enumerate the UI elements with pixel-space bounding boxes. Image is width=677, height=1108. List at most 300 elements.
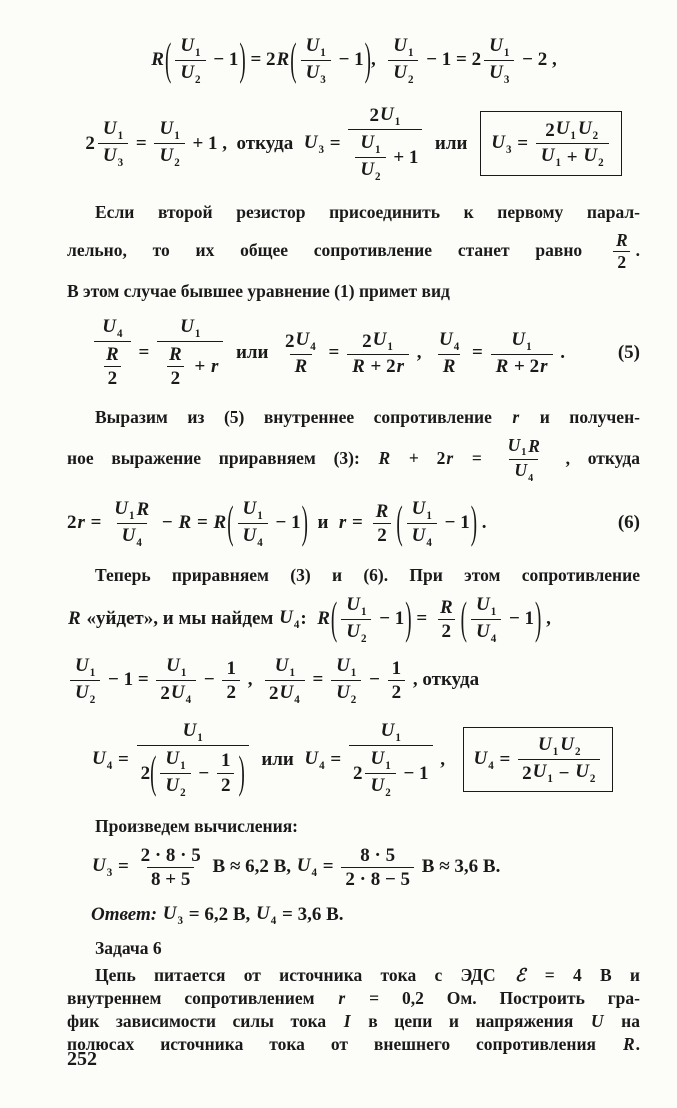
variable: $U_1$: [507, 434, 527, 459]
variable: R: [169, 344, 182, 365]
text-run: 2: [268, 683, 279, 705]
numerator: [101, 343, 124, 366]
text-run: В этом случае бывшее уравнение (1) примет вид: [67, 281, 450, 302]
subscript: 1: [407, 46, 414, 59]
denominator: [137, 745, 249, 801]
text-run: 2: [140, 762, 151, 784]
subscript: 2: [350, 693, 357, 706]
subscript: 4: [453, 341, 460, 354]
text-run: ,: [435, 748, 455, 770]
numerator: [376, 719, 406, 745]
numerator: [160, 747, 190, 773]
text-run: .: [555, 342, 565, 364]
variable: $U_4$: [296, 855, 318, 880]
text-run: Цепь питается от источника тока с ЭДС: [95, 965, 514, 986]
subscript: 2: [589, 773, 596, 786]
text-run: 2: [170, 368, 181, 390]
text-run: = 4 В и: [526, 965, 640, 986]
text-run: 1: [391, 657, 402, 679]
denominator: [438, 619, 456, 643]
paren-group: [331, 593, 412, 646]
text-run: Теперь приравняем (3) и (6). При этом сопротивление: [95, 564, 640, 585]
text-run: 2: [285, 330, 295, 352]
numerator: [358, 328, 398, 354]
text-run: полюсах источника тока от внешнего сопротивления: [67, 1034, 622, 1055]
close-paren: ): [239, 35, 246, 86]
denominator: [491, 354, 553, 378]
text-run: =: [318, 856, 339, 878]
variable: R: [106, 344, 119, 365]
variable: $U_2$: [159, 145, 180, 170]
subscript: 1: [320, 46, 326, 59]
numerator: [471, 593, 501, 619]
variable: $U_1$: [475, 593, 497, 618]
text-run: Выразим из (5) внутреннее сопротивление: [95, 406, 512, 427]
denominator: [518, 759, 600, 786]
subscript: 3: [318, 143, 324, 156]
fraction: [471, 593, 501, 646]
open-paren: (: [460, 593, 467, 645]
subscript: 3: [106, 867, 113, 880]
fraction: [434, 328, 464, 378]
numerator: [217, 749, 235, 772]
paren-content: [235, 497, 301, 550]
text-run: 2: [67, 512, 77, 534]
variable: $U_1$: [393, 35, 414, 59]
boxed-formula: [463, 727, 614, 792]
numerator: [270, 654, 300, 680]
variable: R: [442, 356, 456, 378]
denominator: [98, 143, 128, 170]
numerator: [506, 328, 536, 354]
denominator: [388, 680, 406, 704]
denominator: [536, 143, 609, 170]
numerator: [434, 328, 464, 354]
denominator: [349, 745, 433, 801]
denominator: [217, 773, 235, 797]
fraction: [98, 117, 128, 170]
numerator: [164, 343, 187, 366]
text-run: − 1: [270, 512, 301, 534]
variable: R: [68, 608, 81, 630]
variable: $U_1$: [511, 329, 532, 354]
variable: R: [276, 49, 290, 71]
paren-content: [157, 747, 237, 800]
text-run: Задача 6: [95, 938, 162, 959]
close-paren: ): [238, 747, 245, 799]
subscript: 1: [526, 341, 532, 354]
variable: $U_3$: [102, 145, 124, 170]
paragraph-2-line-1: [67, 406, 640, 429]
variable: $U_2$: [165, 774, 186, 799]
fraction: [281, 328, 321, 378]
text-run: +: [189, 356, 211, 378]
numerator: [301, 34, 331, 60]
text-run: =: [512, 132, 533, 154]
variable: R: [439, 596, 453, 618]
variable: R: [213, 512, 227, 534]
variable: $U_2$: [560, 734, 581, 759]
subscript: 1: [426, 509, 432, 522]
subscript: 1: [174, 130, 180, 143]
text-run: −: [193, 762, 214, 784]
text-run: + 2: [391, 447, 446, 468]
text-run: 8 + 5: [151, 868, 191, 890]
subscript: 1: [89, 666, 96, 679]
subscript: 2: [180, 786, 186, 799]
text-run: =: [324, 132, 346, 154]
paren-group: [165, 34, 246, 87]
subscript: 2: [598, 157, 604, 170]
text-run: или: [226, 342, 278, 364]
denominator: [222, 680, 240, 704]
variable: $U_1$: [540, 145, 562, 170]
subscript: 1: [128, 509, 135, 522]
subscript: 4: [528, 472, 534, 484]
subscript: 4: [319, 759, 325, 772]
text-run: ,: [412, 342, 431, 364]
denominator: [347, 354, 409, 378]
denominator: [70, 680, 100, 707]
denominator: [290, 354, 313, 378]
variable: $U_3$: [303, 131, 324, 156]
numerator: [407, 497, 437, 523]
text-run: В ≈ 6,2 В,: [207, 856, 296, 878]
text-run: −: [157, 512, 178, 534]
text-run: =: [85, 512, 107, 534]
fraction: [611, 230, 633, 274]
subscript: 1: [547, 773, 553, 786]
variable: $U_2$: [370, 774, 391, 799]
subscript: 3: [503, 73, 510, 86]
variable: $U_1$: [555, 118, 576, 143]
text-run: 1: [226, 657, 236, 679]
text-run: 2: [369, 105, 379, 127]
variable: $U_4$: [279, 681, 300, 706]
fraction: [331, 654, 361, 707]
variable: $U_2$: [360, 158, 381, 183]
close-paren: ): [405, 593, 412, 645]
text-run: фик зависимости силы тока: [67, 1011, 343, 1032]
variable: $U_3$: [489, 61, 510, 86]
fraction: [349, 719, 433, 801]
subscript: 1: [490, 605, 497, 618]
variable: $U_1$: [336, 654, 357, 679]
text-run: :: [300, 608, 317, 630]
paren-group: [227, 497, 308, 550]
equation-row-2: [67, 103, 640, 185]
variable: r: [446, 447, 454, 468]
text-run: внутреннем сопротивлением: [67, 988, 338, 1009]
text-run: .: [477, 512, 487, 534]
subscript: 1: [180, 759, 186, 772]
text-run: 2: [617, 252, 627, 273]
subscript: 1: [117, 130, 124, 143]
problem-line-4: [67, 1033, 640, 1056]
denominator: [509, 459, 538, 485]
subscript: 2: [375, 170, 381, 183]
paren-content: [298, 34, 364, 87]
equation-row-3: [67, 654, 640, 707]
close-paren: ): [470, 498, 478, 549]
paragraph-3-line-2: [67, 593, 640, 646]
subscript: 2: [195, 73, 201, 86]
text-run: − 1 =: [103, 669, 154, 691]
text-run: 2: [522, 762, 532, 784]
text-run: 2 · 8 · 5: [140, 844, 201, 866]
variable: $U_3$: [305, 61, 326, 86]
document-content: [67, 0, 640, 1056]
fraction: [348, 103, 422, 185]
numerator: [371, 500, 394, 523]
variable: $U_1$: [346, 593, 367, 618]
paren-content: [404, 497, 470, 550]
variable: $U_4$: [295, 329, 316, 354]
close-paren: ): [301, 498, 308, 549]
text-run: =: [133, 342, 155, 364]
variable: $U_4$: [411, 524, 432, 549]
text-run: или: [251, 748, 304, 770]
text-run: 2: [160, 683, 170, 705]
variable: $U_1$: [180, 316, 201, 340]
numerator: [238, 497, 268, 523]
denominator: [331, 680, 361, 707]
fraction: [536, 117, 609, 170]
open-paren: (: [227, 498, 234, 549]
numerator: [175, 34, 205, 60]
text-run: +: [562, 146, 583, 168]
text-run: + 2: [365, 356, 396, 378]
text-run: Если второй резистор присоединить к первому парал-: [95, 201, 640, 222]
paren-group: [290, 34, 371, 87]
fraction: [518, 733, 600, 786]
variable: R: [294, 356, 308, 378]
subscript: 4: [293, 619, 300, 632]
variable: r: [77, 512, 85, 534]
text-run: 2: [226, 681, 236, 703]
variable: $U_1$: [274, 654, 295, 679]
denominator: [154, 143, 184, 170]
text-run: − 1: [398, 762, 429, 784]
variable: r: [396, 356, 404, 378]
subscript: 3: [505, 143, 512, 156]
subscript: 4: [490, 632, 497, 645]
subscript: 4: [257, 536, 263, 549]
paren-group: [150, 747, 245, 800]
problem-line-1: [67, 964, 640, 987]
variable: $U_4$: [514, 460, 534, 484]
text-run: − 2 ,: [517, 49, 557, 71]
text-run: 2: [441, 620, 452, 642]
text-run: − 1: [504, 608, 535, 630]
subscript: 1: [197, 731, 203, 744]
close-paren: ): [364, 35, 371, 86]
text-run: 2: [377, 524, 387, 546]
paragraph-1-line-1: [67, 201, 640, 224]
numerator: [365, 103, 405, 129]
text-run: или: [425, 132, 473, 154]
paren-content: [172, 34, 238, 87]
variable: R: [622, 1034, 635, 1055]
variable: $U_1$: [75, 654, 96, 679]
variable: $U_2$: [393, 61, 414, 86]
fraction: [388, 34, 418, 87]
text-run: ,: [242, 669, 262, 691]
variable: $U_1$: [360, 131, 381, 156]
problem-line-3: [67, 1010, 640, 1033]
paren-content: [468, 593, 534, 646]
variable: $U_1$: [102, 118, 124, 143]
numerator: [503, 435, 545, 460]
subscript: 2: [360, 632, 367, 645]
numerator: [388, 34, 418, 60]
denominator: [365, 773, 395, 800]
equation-6: [67, 497, 640, 550]
subscript: 2: [385, 786, 391, 799]
text-run: 1: [220, 750, 231, 772]
subscript: 2: [592, 130, 599, 143]
variable: $U_1$: [380, 719, 401, 744]
open-paren: (: [290, 35, 297, 86]
text-run: =: [347, 512, 368, 534]
numerator: [281, 328, 321, 354]
paren-content: [338, 593, 404, 646]
text-run: −: [553, 762, 575, 784]
fraction: [491, 328, 553, 378]
text-run: и: [307, 512, 338, 534]
subscript: 1: [521, 447, 527, 459]
numerator: [356, 844, 399, 867]
task-heading: [67, 937, 640, 960]
text-run: ное выражение приравняем (3):: [67, 447, 378, 468]
subscript: 2: [174, 157, 180, 170]
open-paren: (: [164, 35, 172, 86]
text-run: −: [364, 669, 385, 691]
subscript: 4: [311, 867, 318, 880]
variable: $U_2$: [180, 61, 201, 86]
text-run: − 1: [374, 608, 405, 630]
variable: U: [590, 1011, 604, 1032]
denominator: [484, 60, 514, 87]
text-run: 2: [362, 330, 372, 352]
subscript: 4: [426, 536, 432, 549]
variable: $U_2$: [575, 761, 596, 786]
text-run: ,: [370, 49, 386, 71]
denominator: [157, 341, 223, 392]
variable: $U_1$: [305, 35, 326, 59]
answer-line: [67, 903, 640, 927]
fraction: [156, 654, 196, 707]
variable: $U_1$: [489, 35, 510, 59]
fraction: [137, 719, 249, 801]
variable: R: [151, 49, 164, 71]
variable: $U_2$: [577, 118, 599, 143]
variable: $U_4$: [256, 903, 277, 928]
denominator: [407, 523, 437, 550]
fraction: [347, 328, 409, 378]
variable: R: [317, 608, 330, 630]
denominator: [104, 366, 122, 390]
subscript: 4: [294, 693, 300, 706]
variable: $U_1$: [242, 497, 263, 522]
variable: $U_2$: [346, 620, 367, 645]
variable: R: [495, 356, 509, 378]
close-paren: ): [535, 593, 542, 645]
subscript: 1: [289, 666, 295, 679]
fraction: [355, 131, 385, 184]
text-run: =: [113, 856, 134, 878]
text-run: на: [604, 1011, 641, 1032]
fraction: [154, 117, 184, 170]
variable: R: [178, 512, 192, 534]
fraction: [157, 315, 223, 392]
text-run: =: [454, 447, 500, 468]
fraction: [222, 657, 240, 705]
variable: $U_1$: [379, 103, 401, 128]
variable: $U_3$: [491, 131, 512, 156]
calc-heading: [67, 815, 640, 838]
text-run: − 1 = 2: [421, 49, 482, 71]
text-run: = 6,2 В,: [184, 904, 256, 926]
subscript: 1: [257, 509, 263, 522]
fraction: [341, 593, 371, 646]
text-run: + 2: [509, 356, 540, 378]
numerator: [533, 733, 586, 759]
fraction: [217, 749, 235, 797]
variable: $U_1$: [165, 747, 186, 772]
variable: $U_3$: [162, 903, 184, 928]
variable: $U_1$: [180, 35, 201, 59]
equation-row-4: [67, 719, 640, 801]
paren-group: [396, 497, 477, 550]
subscript: 1: [395, 731, 401, 744]
text-run: =: [307, 669, 329, 691]
text-run: , откуда: [547, 447, 640, 468]
variable: $U_1$: [166, 654, 187, 679]
open-paren: (: [150, 747, 157, 799]
equation-number: (5): [617, 342, 640, 364]
text-run: лельно, то их общее сопротивление станет равно: [67, 239, 608, 260]
denominator: [471, 619, 501, 646]
denominator: [156, 680, 196, 707]
paragraph-1-line-2: [67, 230, 640, 274]
paren-group: [461, 593, 542, 646]
text-run: =: [467, 342, 488, 364]
variable: $U_4$: [304, 747, 325, 772]
variable: $U_4$: [439, 329, 460, 354]
denominator: [341, 619, 371, 646]
variable: $U_4$: [170, 681, 192, 706]
variable: $U_4$: [473, 747, 494, 772]
numerator: [611, 230, 633, 252]
variable: r: [338, 512, 347, 534]
variable: $U_1$: [532, 761, 553, 786]
equation-row-1: [67, 34, 640, 87]
subscript: 2: [407, 73, 414, 86]
text-run: + 1: [388, 146, 419, 168]
text-run: 2: [545, 119, 555, 141]
numerator: [154, 117, 184, 143]
fraction: [70, 654, 100, 707]
text-run: =: [192, 512, 213, 534]
fraction: [388, 657, 406, 705]
fraction: [164, 343, 187, 391]
variable: r: [338, 988, 346, 1009]
denominator: [301, 60, 331, 87]
numerator: [355, 131, 385, 157]
text-run: =: [113, 748, 134, 770]
subscript: 1: [555, 157, 562, 170]
